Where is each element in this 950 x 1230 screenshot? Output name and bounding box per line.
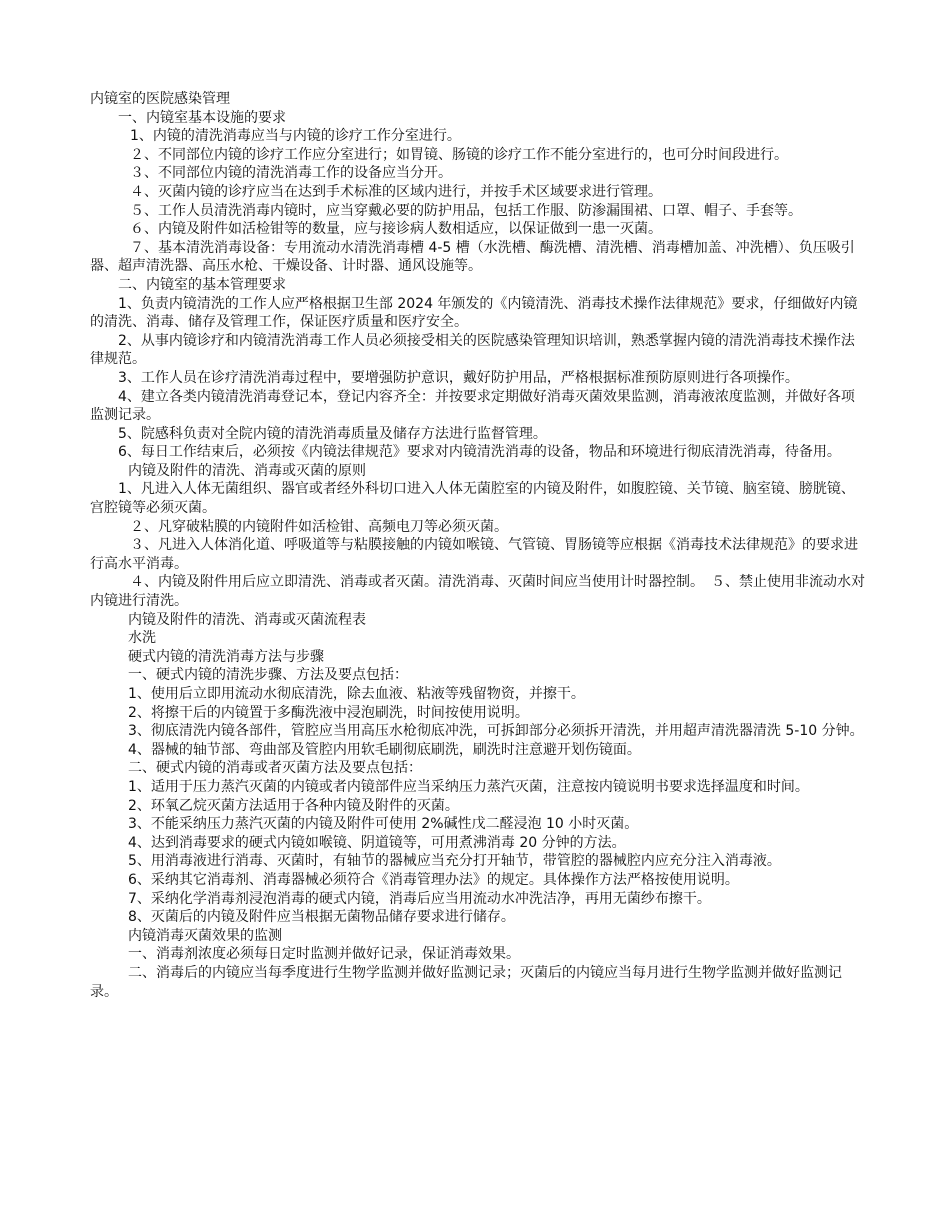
paragraph: ２、不同部位内镜的诊疗工作应分室进行；如胃镜、肠镜的诊疗工作不能分室进行的，也可分时间段进行。 [130, 146, 788, 163]
paragraph: 4、建立各类内镜清洗消毒登记本，登记内容齐全：并按要求定期做好消毒灭菌效果监测，消毒液浓度监测，并做好各项监测记录。 [90, 388, 855, 424]
paragraph: ４、内镜及附件用后应立即清洗、消毒或者灭菌。清洗消毒、灭菌时间应当使用计时器控制。 ５、禁止使用非流动水对内镜进行清洗。 [90, 574, 865, 610]
section-heading: 内镜消毒灭菌效果的监测 [128, 927, 282, 944]
section-heading: 二、硬式内镜的消毒或者灭菌方法及要点包括： [128, 760, 422, 777]
paragraph: ２、凡穿破粘膜的内镜附件如活检钳、高频电刀等必须灭菌。 [130, 518, 508, 535]
paragraph: 7、采纳化学消毒剂浸泡消毒的硬式内镜，消毒后应当用流动水冲洗洁净，再用无菌纱布擦干。 [128, 890, 711, 907]
section-heading: 一、内镜室基本设施的要求 [118, 109, 286, 126]
section-heading: 内镜及附件的清洗、消毒或灭菌的原则 [128, 462, 366, 479]
paragraph: 1、适用于压力蒸汽灭菌的内镜或者内镜部件应当采纳压力蒸汽灭菌，注意按内镜说明书要求选择温度和时间。 [128, 778, 809, 795]
paragraph: ４、灭菌内镜的诊疗应当在达到手术标准的区域内进行，并按手术区域要求进行管理。 [130, 183, 662, 200]
paragraph: 6、采纳其它消毒剂、消毒器械必须符合《消毒管理办法》的规定。具体操作方法严格按使用说明。 [128, 871, 739, 888]
paragraph: 2、将擦干后的内镜置于多酶洗液中浸泡刷洗，时间按使用说明。 [128, 704, 529, 721]
paragraph: 3、不能采纳压力蒸汽灭菌的内镜及附件可使用 2%碱性戊二醛浸泡 10 小时灭菌。 [128, 816, 639, 833]
section-heading: 水洗 [128, 630, 156, 647]
paragraph: 5、用消毒液进行消毒、灭菌时，有轴节的器械应当充分打开轴节，带管腔的器械腔内应充分注入消毒液。 [128, 853, 781, 870]
paragraph: ３、不同部位内镜的清洗消毒工作的设备应当分开。 [130, 165, 452, 182]
paragraph: 1、使用后立即用流动水彻底清洗，除去血液、粘液等残留物资，并擦干。 [128, 686, 585, 702]
section-heading: 内镜及附件的清洗、消毒或灭菌流程表 [128, 611, 366, 628]
section-heading: 一、硬式内镜的清洗步骤、方法及要点包括： [128, 667, 408, 684]
paragraph: ７、基本清洗消毒设备：专用流动水清洗消毒槽 4-5 槽（水洗槽、酶洗槽、清洗槽、消毒槽加盖、冲洗槽）、负压吸引器、超声清洗器、高压水枪、干燥设备、计时器、通风设施等。 [90, 239, 855, 275]
document-body [90, 90, 865, 1001]
paragraph: 8、灭菌后的内镜及附件应当根据无菌物品储存要求进行储存。 [128, 909, 515, 926]
paragraph: 4、器械的轴节部、弯曲部及管腔内用软毛刷彻底刷洗，刷洗时注意避开划伤镜面。 [128, 741, 641, 758]
paragraph: 1、凡进入人体无菌组织、器官或者经外科切口进入人体无菌腔室的内镜及附件，如腹腔镜、关节镜、脑室镜、膀胱镜、宫腔镜等必须灭菌。 [90, 481, 855, 517]
paragraph: 2、环氧乙烷灭菌方法适用于各种内镜及附件的灭菌。 [128, 797, 459, 814]
paragraph: ５、工作人员清洗消毒内镜时，应当穿戴必要的防护用品，包括工作服、防渗漏围裙、口罩、帽子、手套等。 [130, 202, 802, 219]
paragraph: 一、消毒剂浓度必须每日定时监测并做好记录，保证消毒效果。 [128, 946, 520, 963]
paragraph: ３、凡进入人体消化道、呼吸道等与粘膜接触的内镜如喉镜、气管镜、胃肠镜等应根据《消毒技术法律规范》的要求进行高水平消毒。 [90, 537, 858, 572]
paragraph: 1、负责内镜清洗的工作人应严格根据卫生部 2024 年颁发的《内镜清洗、消毒技术操作法律规范》要求，仔细做好内镜的清洗、消毒、储存及管理工作，保证医疗质量和医疗安全。 [90, 295, 858, 331]
paragraph: 4、达到消毒要求的硬式内镜如喉镜、阴道镜等，可用煮沸消毒 20 分钟的方法。 [128, 834, 626, 851]
paragraph: 2、从事内镜诊疗和内镜清洗消毒工作人员必须接受相关的医院感染管理知识培训，熟悉掌握内镜的清洗消毒技术操作法律规范。 [90, 332, 855, 368]
paragraph: 1、内镜的清洗消毒应当与内镜的诊疗工作分室进行。 [130, 128, 461, 145]
paragraph: 6、每日工作结束后，必须按《内镜法律规范》要求对内镜清洗消毒的设备，物品和环境进行彻底清洗消毒，待备用。 [118, 444, 841, 461]
paragraph: ６、内镜及附件如活检钳等的数量，应与接诊病人数相适应，以保证做到一患一灭菌。 [130, 221, 662, 238]
paragraph: 5、院感科负责对全院内镜的清洗消毒质量及储存方法进行监督管理。 [118, 425, 547, 442]
document-title: 内镜室的医院感染管理 [90, 91, 230, 107]
paragraph: 二、消毒后的内镜应当每季度进行生物学监测并做好监测记录；灭菌后的内镜应当每月进行生物学监测并做好监测记录。 [90, 964, 842, 1000]
paragraph: 3、彻底清洗内镜各部件，管腔应当用高压水枪彻底冲洗，可拆卸部分必须拆开清洗，并用超声清洗器清洗 5-10 分钟。 [128, 723, 864, 740]
section-heading: 二、内镜室的基本管理要求 [118, 276, 286, 293]
section-heading: 硬式内镜的清洗消毒方法与步骤 [128, 648, 324, 665]
paragraph: 3、工作人员在诊疗清洗消毒过程中，要增强防护意识，戴好防护用品，严格根据标准预防原则进行各项操作。 [118, 369, 799, 386]
